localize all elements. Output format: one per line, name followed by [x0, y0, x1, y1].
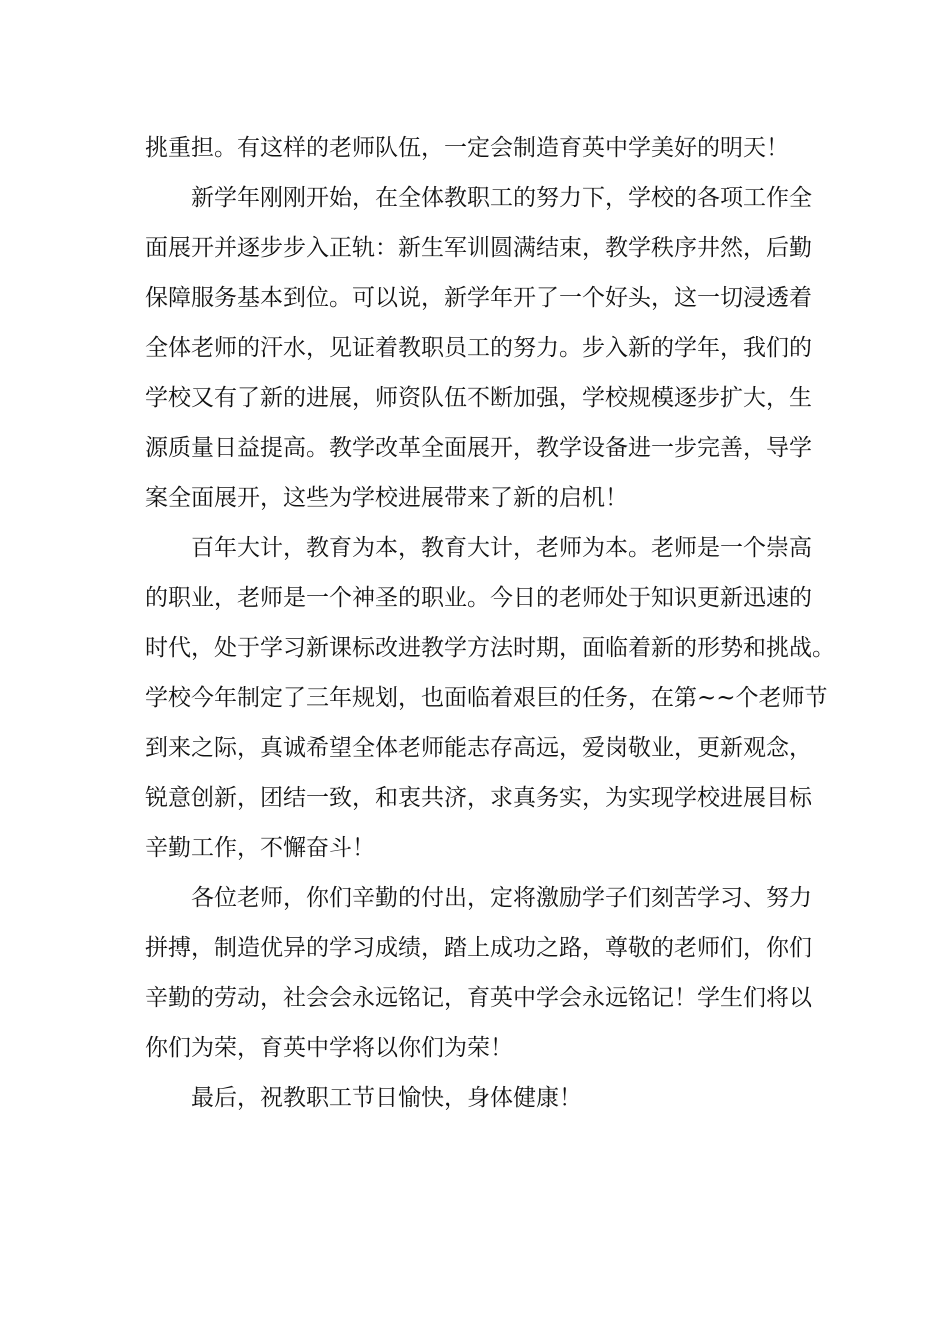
- text-line: 时代，处于学习新课标改进教学方法时期，面临着新的形势和挑战。: [145, 635, 835, 661]
- text-line: 面展开并逐步步入正轨：新生军训圆满结束，教学秩序井然，后勤: [145, 235, 812, 261]
- text-line: 你们为荣，育英中学将以你们为荣！: [145, 1035, 513, 1061]
- paragraph-start-line: 各位老师，你们辛勤的付出，定将激励学子们刻苦学习、努力: [191, 885, 812, 911]
- text-line: 辛勤的劳动，社会会永远铭记，育英中学会永远铭记！学生们将以: [145, 985, 812, 1011]
- text-line: 源质量日益提高。教学改革全面展开，教学设备进一步完善，导学: [145, 435, 812, 461]
- text-line: 全体老师的汗水，见证着教职员工的努力。步入新的学年，我们的: [145, 335, 812, 361]
- document-body: [145, 123, 845, 1123]
- text-line: 案全面展开，这些为学校进展带来了新的启机！: [145, 485, 628, 511]
- text-line: 保障服务基本到位。可以说，新学年开了一个好头，这一切浸透着: [145, 285, 812, 311]
- paragraph-start-line: 最后，祝教职工节日愉快，身体健康！: [191, 1085, 582, 1111]
- text-line: 到来之际，真诚希望全体老师能志存高远，爱岗敬业，更新观念，: [145, 735, 812, 761]
- text-line: 拼搏，制造优异的学习成绩，踏上成功之路，尊敬的老师们，你们: [145, 935, 812, 961]
- paragraph-start-line: 百年大计，教育为本，教育大计，老师为本。老师是一个崇高: [191, 535, 812, 561]
- text-line: 学校今年制定了三年规划，也面临着艰巨的任务，在第~~个老师节: [145, 685, 828, 711]
- text-line: 辛勤工作，不懈奋斗！: [145, 835, 375, 861]
- text-line: 挑重担。有这样的老师队伍，一定会制造育英中学美好的明天！: [145, 135, 789, 161]
- text-line: 锐意创新，团结一致，和衷共济，求真务实，为实现学校进展目标: [145, 785, 812, 811]
- text-line: 学校又有了新的进展，师资队伍不断加强，学校规模逐步扩大，生: [145, 385, 812, 411]
- paragraph-start-line: 新学年刚刚开始，在全体教职工的努力下，学校的各项工作全: [191, 185, 812, 211]
- text-line: 的职业，老师是一个神圣的职业。今日的老师处于知识更新迅速的: [145, 585, 812, 611]
